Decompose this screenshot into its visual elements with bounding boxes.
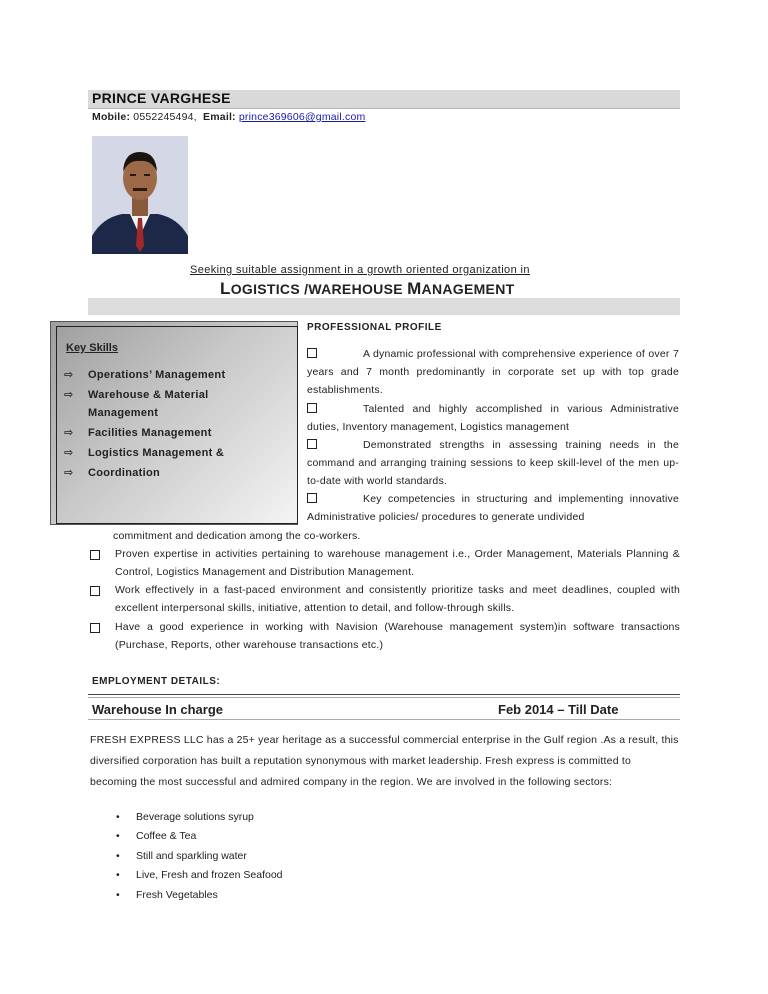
professional-profile-title: PROFESSIONAL PROFILE — [307, 322, 442, 333]
section-rule-light — [88, 697, 680, 698]
profile-point-full: Work effectively in a fast-paced environment and consistently prioritize tasks and meet deadlines, coupled with excellent interpersonal skills, initiative, attention to detail, and follow-through skills. — [90, 581, 680, 617]
bullet-icon: • — [116, 869, 120, 881]
arrow-icon: ⇨ — [64, 427, 74, 439]
sector-item: • Fresh Vegetables — [116, 889, 218, 901]
profile-point: Demonstrated strengths in assessing training needs in the command and arranging training sessions to keep skill-level of the men up-to-date with world standards. — [307, 439, 679, 487]
sector-item: • Still and sparkling water — [116, 850, 247, 862]
checkbox-bullet-icon — [307, 403, 317, 413]
skill-item: ⇨ Warehouse & Material — [64, 389, 209, 401]
mobile-number: 0552245494, — [133, 111, 197, 123]
objective-line: Seeking suitable assignment in a growth oriented organization in — [190, 264, 530, 276]
checkbox-bullet-icon — [90, 586, 100, 596]
job-dates: Feb 2014 – Till Date — [498, 702, 619, 717]
skill-item: ⇨ Operations’ Management — [64, 369, 226, 381]
company-description: FRESH EXPRESS LLC has a 25+ year heritage as a successful commercial enterprise in the Gulf region .As a result, this diversified corporation has built a reputation synonymous with market leadership. Fresh express is committed to becoming the most successful and admired company in the region. We are involved in the following sectors: — [90, 734, 679, 788]
arrow-icon: ⇨ — [64, 389, 74, 401]
arrow-icon: ⇨ — [64, 467, 74, 479]
skill-item: ⇨ Logistics Management & — [64, 447, 225, 459]
checkbox-bullet-icon — [307, 439, 317, 449]
job-rule — [88, 719, 680, 720]
bullet-icon: • — [116, 811, 120, 823]
key-skills-title: Key Skills — [66, 342, 118, 354]
title-divider-bar — [88, 298, 680, 315]
arrow-icon: ⇨ — [64, 369, 74, 381]
profile-point: Key competencies in structuring and implementing innovative Administrative policies/ procedures to generate undivided — [307, 493, 679, 523]
profile-photo — [92, 136, 188, 254]
sector-item: • Beverage solutions syrup — [116, 811, 254, 823]
profile-point-full: Have a good experience in working with Navision (Warehouse management system)in software transactions (Purchase, Reports, other warehouse transactions etc.) — [90, 618, 680, 654]
profile-point-full: Proven expertise in activities pertaining to warehouse management i.e., Order Management, Materials Planning & Control, Logistics Management and Distribution Management. — [90, 545, 680, 581]
profile-point: Talented and highly accomplished in various Administrative duties, Inventory management, Logistics management — [307, 403, 679, 433]
contact-line — [92, 111, 365, 123]
section-rule — [88, 694, 680, 695]
bullet-icon: • — [116, 830, 120, 842]
bullet-icon: • — [116, 889, 120, 901]
checkbox-bullet-icon — [307, 493, 317, 503]
checkbox-bullet-icon — [307, 348, 317, 358]
email-link[interactable]: prince369606@gmail.com — [238, 111, 366, 123]
profile-continuation: commitment and dedication among the co-workers. — [113, 530, 361, 542]
arrow-icon: ⇨ — [64, 447, 74, 459]
checkbox-bullet-icon — [90, 550, 100, 560]
target-role-title: LOGISTICS /WAREHOUSE MANAGEMENT — [220, 279, 515, 298]
employment-title: EMPLOYMENT DETAILS: — [92, 676, 221, 687]
profile-point: A dynamic professional with comprehensive experience of over 7 years and 7 month predominantly in corporate set up with top grade establishments. — [307, 348, 679, 396]
sector-item: • Coffee & Tea — [116, 830, 197, 842]
skill-item: ⇨ Coordination — [64, 467, 161, 479]
email-label: Email: — [203, 111, 236, 123]
candidate-name: PRINCE VARGHESE — [92, 90, 231, 106]
bullet-icon: • — [116, 850, 120, 862]
key-skills-frame — [56, 326, 298, 524]
skill-item-continued: Management — [88, 407, 159, 419]
checkbox-bullet-icon — [90, 623, 100, 633]
sector-item: • Live, Fresh and frozen Seafood — [116, 869, 283, 881]
job-title: Warehouse In charge — [92, 702, 223, 717]
mobile-label: Mobile: — [92, 111, 131, 123]
skill-item: ⇨ Facilities Management — [64, 427, 212, 439]
